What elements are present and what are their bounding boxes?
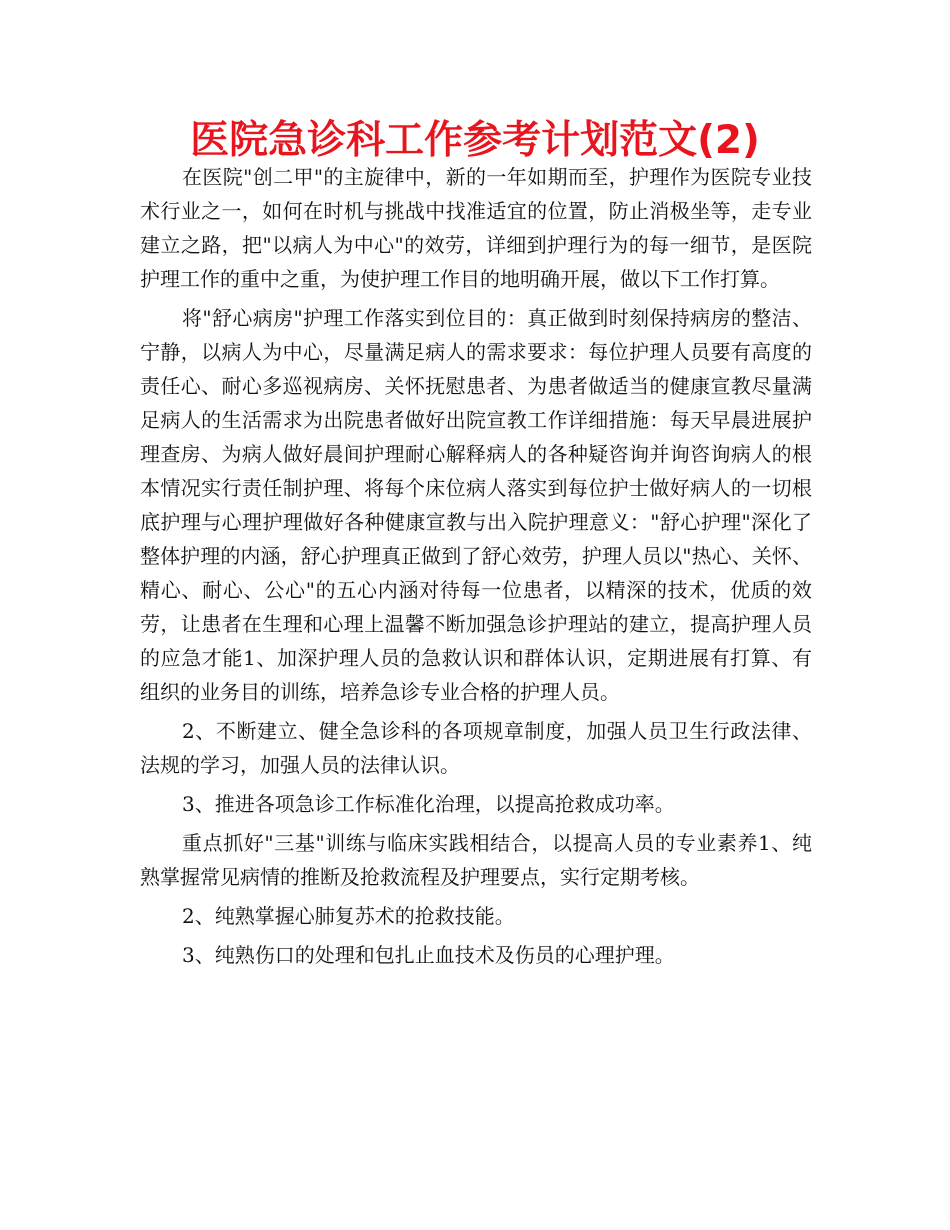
paragraph-comfort-ward: 将"舒心病房"护理工作落实到位目的：真正做到时刻保持病房的整洁、宁静，以病人为中心，尽量满足病人的需求要求：每位护理人员要有高度的责任心、耐心多巡视病房、关怀抚慰患者、为患者做适当的健康宣教尽量满足病人的生活需求为出院患者做好出院宣教工作详细措施：每天早晨进展护理查房、为病人做好晨间护理耐心解释病人的各种疑咨询并询咨询病人的根本情况实行责任制护理、将每个床位病人落实到每位护士做好病人的一切根底护理与心理护理做好各种健康宣教与出入院护理意义："舒心护理"深化了整体护理的内涵，舒心护理真正做到了舒心效劳，护理人员以"热心、关怀、精心、耐心、公心"的五心内涵对待每一位患者，以精深的技术，优质的效劳，让患者在生理和心理上温馨不断加强急诊护理站的建立，提高护理人员的应急才能1、加深护理人员的急救认识和群体认识，定期进展有打算、有组织的业务目的训练，培养急诊专业合格的护理人员。 (140, 306, 812, 704)
paragraph-three-basics: 重点抓好"三基"训练与临床实践相结合，以提高人员的专业素养1、纯熟掌握常见病情的推断及抢救流程及护理要点，实行定期考核。 (140, 831, 812, 889)
paragraph-item-2-cpr: 2、纯熟掌握心肺复苏术的抢救技能。 (182, 904, 515, 928)
paragraph-intro: 在医院"创二甲"的主旋律中，新的一年如期而至，护理作为医院专业技术行业之一，如何在时机与挑战中找准适宜的位置，防止消极坐等，走专业建立之路，把"以病人为中心"的效劳，详细到护理行为的每一细节，是医院护理工作的重中之重，为使护理工作目的地明确开展，做以下工作打算。 (140, 165, 812, 291)
paragraph-item-3-wound-care: 3、纯熟伤口的处理和包扎止血技术及伤员的心理护理。 (182, 943, 675, 967)
document-body (140, 160, 812, 977)
paragraph-item-2-rules: 2、不断建立、健全急诊科的各项规章制度，加强人员卫生行政法律、法规的学习，加强人员的法律认识。 (140, 719, 812, 777)
paragraph-item-3-standardization: 3、推进各项急诊工作标准化治理，以提高抢救成功率。 (182, 792, 675, 816)
document-title: 医院急诊科工作参考计划范文(2) (190, 118, 760, 163)
